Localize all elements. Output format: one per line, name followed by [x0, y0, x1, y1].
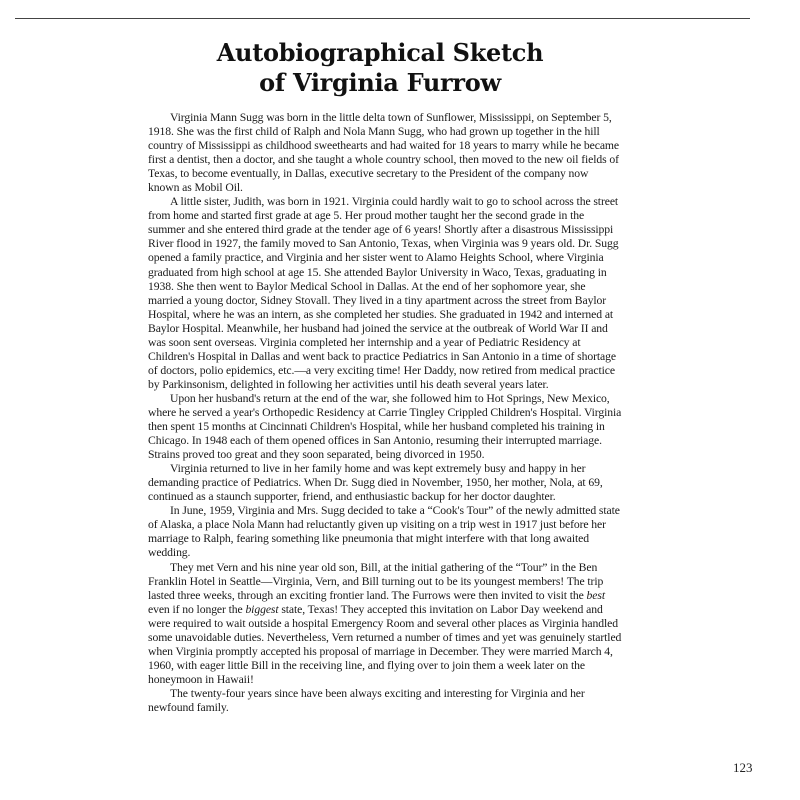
text-run: A little sister, Judith, was born in 1921. Virginia could hardly wait to go to school across the street from home and started first grade at age 5. Her proud mother taught her the second grade in the summer and she entered third grade at the tender age of 6 years! Shortly after a disastrous Mississippi River flood in 1927, the family moved to San Antonio, Texas, when Virginia was 9 years old. Dr. Sugg opened a family practice, and Virginia and her sister went to Alamo Heights School, where Virginia graduated from high school at age 15. She attended Baylor University in Waco, Texas, graduating in 1938. She then went to Baylor Medical School in Dallas. At the end of her sophomore year, she married a young doctor, Sidney Stovall. They lived in a tiny apartment across the street from Baylor Hospital, where he was an intern, as she completed her studies. She graduated in 1942 and interned at Baylor Hospital. Meanwhile, her husband had joined the service at the outbreak of World War II and was soon sent overseas. Virginia completed her internship and a year of Pediatric Residency at Children's Hospital in Dallas and went back to practice Pediatrics in San Antonio in a time of shortage of doctors, polio epidemics, etc.—a very exciting time! Her Daddy, now retired from medical practice by Parkinsonism, delighted in following her activities until his death several years later. — [148, 195, 619, 391]
page-title — [0, 38, 760, 98]
italic-text: biggest — [245, 602, 279, 616]
title-line-1: Autobiographical Sketch — [216, 38, 544, 67]
header-rule — [15, 18, 750, 19]
text-run: even if no longer the — [148, 602, 246, 616]
paragraph — [148, 111, 622, 195]
paragraph — [148, 561, 622, 687]
text-run: In June, 1959, Virginia and Mrs. Sugg decided to take a “Cook's Tour” of the newly admitted state of Alaska, a place Nola Mann had reluctantly given up visiting on a trip west in 1917 just before her marriage to Ralph, fearing something like pneumonia that might interfere with that long awaited wedding. — [148, 504, 620, 560]
paragraph — [148, 462, 622, 504]
body-text — [148, 111, 622, 715]
paragraph — [148, 687, 622, 715]
text-run: Virginia returned to live in her family home and was kept extremely busy and happy in her demanding practice of Pediatrics. When Dr. Sugg died in November, 1950, her mother, Nola, at 69, continued as a staunch supporter, friend, and enthusiastic backup for her doctor daughter. — [148, 462, 603, 504]
italic-text: best — [586, 588, 605, 602]
text-run: They met Vern and his nine year old son, Bill, at the initial gathering of the “Tour” in the Ben Franklin Hotel in Seattle—Virginia, Vern, and Bill turning out to be its youngest members! The trip lasted three weeks, through an exciting frontier land. The Furrows were then invited to visit the — [148, 560, 604, 602]
paragraph — [148, 504, 622, 560]
paragraph — [148, 195, 622, 392]
text-run: The twenty-four years since have been always exciting and interesting for Virginia and her newfound family. — [148, 686, 585, 714]
page-number: 123 — [733, 760, 753, 775]
paragraph — [148, 392, 622, 462]
text-run: Virginia Mann Sugg was born in the little delta town of Sunflower, Mississippi, on September 5, 1918. She was the first child of Ralph and Nola Mann Sugg, who had grown up together in the hill country of Mississippi as childhood sweethearts and had waited for 18 years to marry while he became first a dentist, then a doctor, and she taught a whole country school, then moved to the new oil fields of Texas, to become eventually, in Dallas, executive secretary to the President of the company now known as Mobil Oil. — [148, 111, 620, 195]
text-run: Upon her husband's return at the end of the war, she followed him to Hot Springs, New Mexico, where he served a year's Orthopedic Residency at Carrie Tingley Crippled Children's Hospital. Virginia then spent 15 months at Cincinnati Children's Hospital, while her husband completed his training in Chicago. In 1948 each of them opened offices in San Antonio, resuming their interrupted marriage. Strains proved too great and they soon separated, being divorced in 1950. — [148, 391, 622, 462]
text-run: state, Texas! They accepted this invitation on Labor Day weekend and were required to wait outside a hospital Emergency Room and several other places as Virginia handled some unavoidable duties. Nevertheless, Vern returned a number of times and yet was genuinely startled when Virginia promptly accepted his proposal of marriage in December. They were married March 4, 1960, with eager little Bill in the receiving line, and flying over to join them a week later on the honeymoon in Hawaii! — [148, 602, 622, 686]
title-line-2: of Virginia Furrow — [259, 68, 501, 97]
